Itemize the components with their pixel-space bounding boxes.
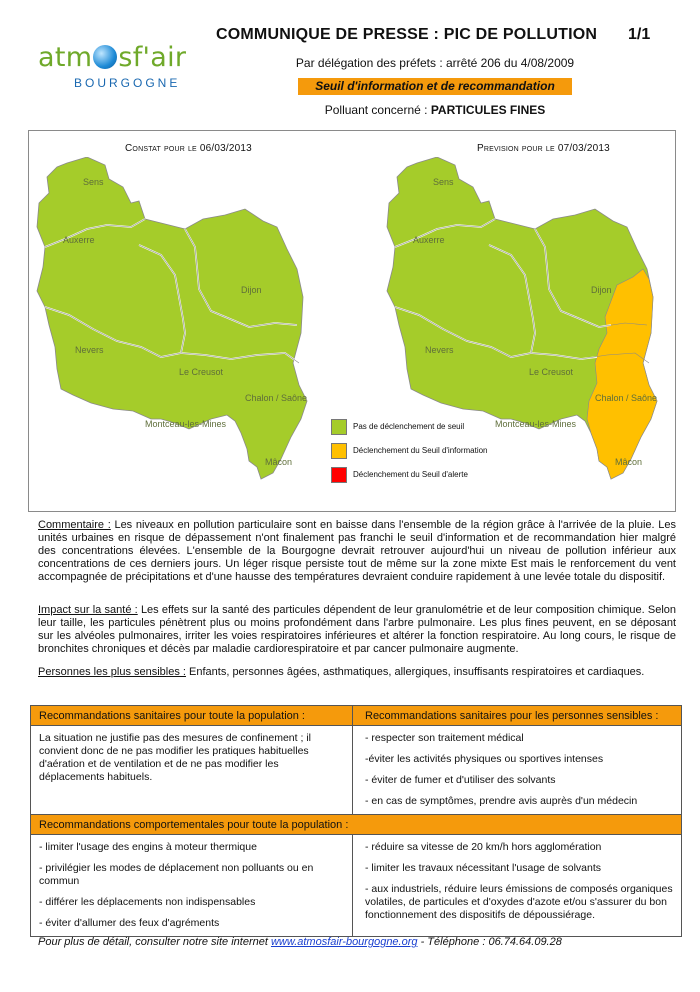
city-sens: Sens: [83, 177, 104, 187]
city-chalon: Chalon / Saône: [595, 393, 658, 403]
commentaire-label: Commentaire :: [38, 519, 111, 531]
delegation-line: Par délégation des préfets : arrêté 206 du 4/08/2009: [295, 56, 575, 70]
city-le-creusot: Le Creusot: [179, 367, 224, 377]
reco-comport-right-list: [353, 835, 681, 936]
city-macon: Mâcon: [265, 457, 293, 467]
map-title-constat: Constat pour le 06/03/2013: [125, 143, 252, 154]
recommendations-table: [30, 705, 682, 937]
list-item: - limiter les travaux nécessitant l'usage de solvants: [365, 862, 602, 874]
page-number: 1/1: [628, 26, 651, 43]
city-nevers: Nevers: [75, 345, 104, 355]
impact-text: Les effets sur la santé des particules dépendent de leur granulométrie et de leur composition chimique. Selon leur taille, les particules pénètrent plus ou moins profondément dans l'arbre pulmonaire. Les plus fines peuvent, en se déposant sur les alvéoles pulmonaires, irriter les voies respiratoires inférieures et altérer la fonction respiratoire. Au long cours, le risque de bronchites chroniques et décès par maladie cardiorespiratoire et par cancer pulmonaire augmente.: [38, 604, 677, 655]
city-dijon: Dijon: [591, 285, 612, 295]
reco-sensibles-list: [353, 726, 681, 814]
seuil-banner: Seuil d'information et de recommandation: [298, 78, 572, 95]
region-burgundy: [37, 157, 307, 479]
list-item: - limiter l'usage des engins à moteur thermique: [39, 841, 257, 853]
reco-comport-left-list: [31, 835, 353, 936]
list-item: - en cas de symptômes, prendre avis auprès d'un médecin: [365, 795, 638, 807]
sensibles-text: Enfants, personnes âgées, asthmatiques, allergiques, insuffisants respiratoires et cardiaques.: [185, 666, 645, 678]
city-montceau: Montceau-les-Mines: [145, 419, 227, 429]
page-title: COMMUNIQUE DE PRESSE : PIC DE POLLUTION: [216, 26, 598, 43]
city-auxerre: Auxerre: [63, 235, 95, 245]
reco-head-sensibles: Recommandations sanitaires pour les personnes sensibles :: [365, 710, 659, 722]
city-dijon: Dijon: [241, 285, 262, 295]
commentaire-paragraph: [38, 519, 676, 584]
map-prevision: [385, 157, 675, 507]
city-sens: Sens: [433, 177, 454, 187]
list-item: - éviter de fumer et d'utiliser des solvants: [365, 774, 556, 786]
city-le-creusot: Le Creusot: [529, 367, 574, 377]
city-montceau: Montceau-les-Mines: [495, 419, 577, 429]
map-title-prevision: Prevision pour le 07/03/2013: [477, 143, 610, 154]
sensibles-paragraph: [38, 666, 676, 679]
legend-swatch-orange: [331, 443, 347, 459]
list-item: - réduire sa vitesse de 20 km/h hors agglomération: [365, 841, 602, 853]
reco-head-population: Recommandations sanitaires pour toute la population :: [31, 706, 353, 725]
reco-head-comport: Recommandations comportementales pour toute la population :: [39, 819, 349, 831]
impact-paragraph: [38, 604, 676, 656]
city-chalon: Chalon / Saône: [245, 393, 308, 403]
city-nevers: Nevers: [425, 345, 454, 355]
reco-comport-row: [31, 835, 681, 936]
city-macon: Mâcon: [615, 457, 643, 467]
reco-sanitary-row: [31, 726, 681, 815]
legend-label-information: Déclenchement du Seuil d'information: [353, 446, 488, 455]
legend-label-none: Pas de déclenchement de seuil: [353, 422, 465, 431]
impact-label: Impact sur la santé :: [38, 604, 138, 616]
maps-panel: [28, 130, 676, 512]
reco-population-text: La situation ne justifie pas des mesures de confinement ; il convient donc de ne pas modifier les pratiques habituelles d'aération et de ventilation et de ne pas modifier les déplacements habituels.: [31, 726, 353, 814]
polluant-line: [0, 103, 700, 117]
list-item: -éviter les activités physiques ou sportives intenses: [365, 753, 604, 765]
legend-label-alerte: Déclenchement du Seuil d'alerte: [353, 470, 468, 479]
list-item: - différer les déplacements non indispensables: [39, 896, 256, 908]
reco-comport-header-row: [31, 815, 681, 835]
footer-contact: [38, 936, 562, 948]
website-link[interactable]: www.atmosfair-bourgogne.org: [270, 936, 418, 948]
legend-swatch-green: [331, 419, 347, 435]
reco-header-row: [31, 706, 681, 726]
logo-wordmark: atm sf'air: [38, 42, 187, 73]
footer-phone: - Téléphone : 06.74.64.09.28: [417, 936, 562, 948]
list-item: - éviter d'allumer des feux d'agréments: [39, 917, 220, 929]
list-item: - privilégier les modes de déplacement non polluants ou en commun: [39, 862, 314, 887]
polluant-value: PARTICULES FINES: [430, 103, 546, 117]
commentaire-text: Les niveaux en pollution particulaire sont en baisse dans l'ensemble de la région grâce à l'arrivée de la pluie. Les unités urbaines en risque de dépassement n'ont finalement pas franchi le seuil d'information et de recommandation hier malgré des concentrations élevées. L'ensemble de la Bourgogne devrait retrouver aujourd'hui un niveau de pollution inférieur aux concentrations de ces derniers jours. Un léger risque persiste tout de même sur la zone mixte Est mais le renforcement du vent accompagnée de précipitations et d'une hausse des températures devraient conduire rapidement à une levée totale du dispositif.: [38, 519, 676, 583]
map-constat: [35, 157, 325, 507]
footer-text-before: Pour plus de détail, consulter notre site internet: [38, 936, 271, 948]
city-auxerre: Auxerre: [413, 235, 445, 245]
sensibles-label: Personnes les plus sensibles :: [38, 666, 186, 678]
legend-swatch-red: [331, 467, 347, 483]
list-item: - respecter son traitement médical: [365, 732, 524, 744]
polluant-label: Polluant concerné :: [324, 103, 431, 117]
list-item: - aux industriels, réduire leurs émissions de composés organiques volatiles, de particules et d'oxydes d'azote et/ou s'assurer du bon fonctionnement des dispositifs de dépoussiérage.: [365, 883, 673, 921]
logo-subtitle: BOURGOGNE: [74, 76, 181, 90]
